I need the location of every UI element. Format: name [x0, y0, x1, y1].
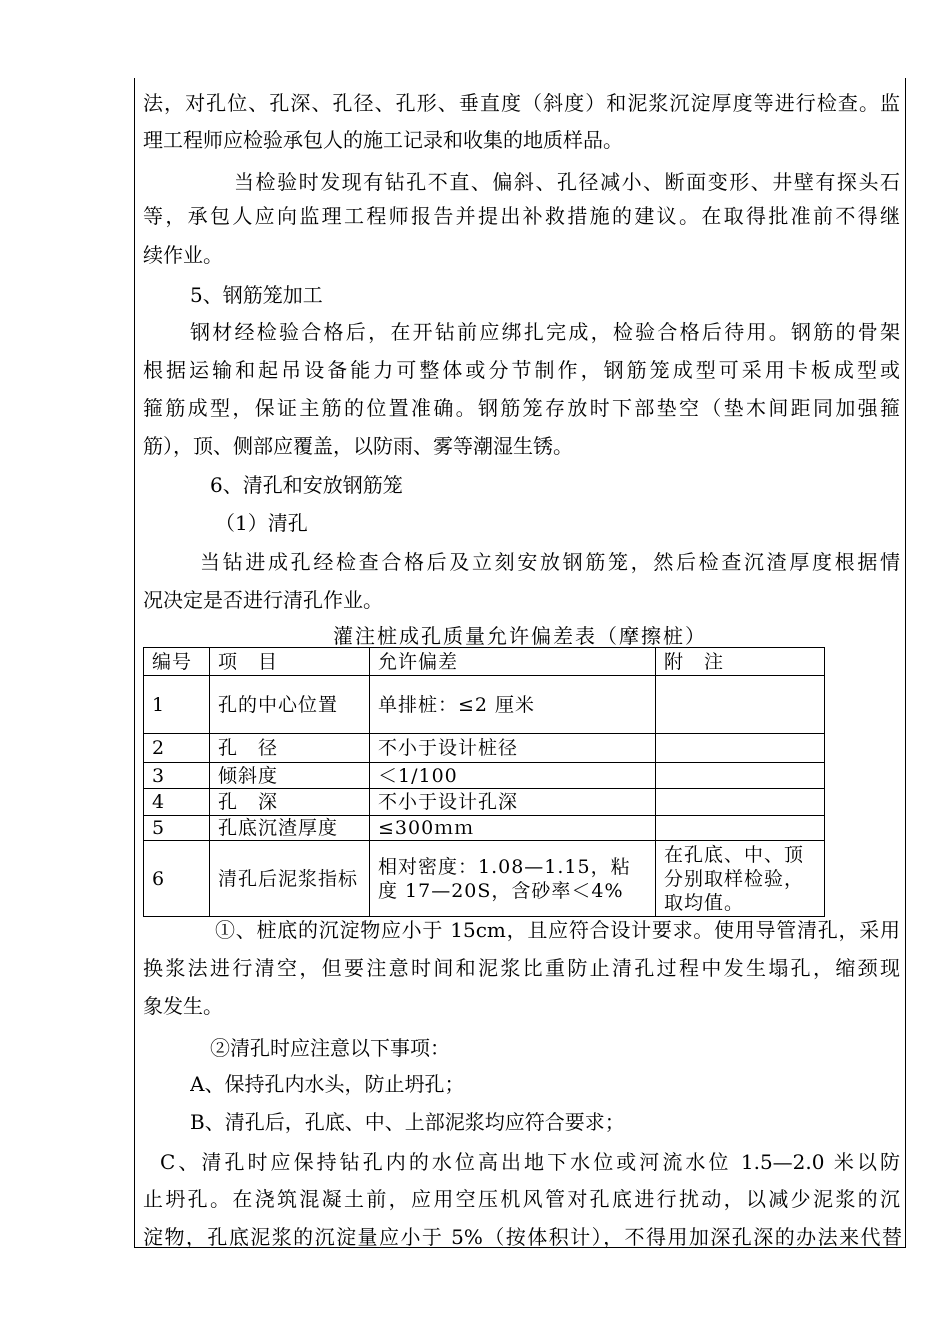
table-cell-no: 3	[144, 763, 210, 789]
table-cell-tolerance: 单排桩：≤2 厘米	[370, 676, 656, 734]
tolerance-table	[143, 647, 825, 917]
body-text-line: 等，承包人应向监理工程师报告并提出补救措施的建议。在取得批准前不得继	[143, 204, 900, 228]
body-text-line: 当检验时发现有钻孔不直、偏斜、孔径减小、断面变形、井壁有探头石	[234, 170, 900, 194]
table-cell-note	[656, 789, 825, 816]
table-cell-note	[656, 676, 825, 734]
table-title: 灌注桩成孔质量允许偏差表（摩擦桩）	[333, 624, 707, 648]
table-cell-item: 孔底沉渣厚度	[210, 816, 370, 841]
body-text-line: ②清孔时应注意以下事项：	[210, 1036, 450, 1060]
table-cell-item: 清孔后泥浆指标	[210, 841, 370, 917]
table-cell-note	[656, 763, 825, 789]
table-cell-tolerance: ≤300ｍｍ	[370, 816, 656, 841]
table-header-cell: 项 目	[210, 648, 370, 676]
sub-heading: （1）清孔	[215, 511, 308, 535]
table-cell-no: 1	[144, 676, 210, 734]
body-text-line: 根据运输和起吊设备能力可整体或分节制作，钢筋笼成型可采用卡板成型或	[143, 358, 900, 382]
table-header-cell: 编号	[144, 648, 210, 676]
table-cell-no: 5	[144, 816, 210, 841]
table-row	[144, 841, 825, 917]
table-header-row	[144, 648, 825, 676]
table-header-cell: 附 注	[656, 648, 825, 676]
body-text-line: 法，对孔位、孔深、孔径、孔形、垂直度（斜度）和泥浆沉淀厚度等进行检查。监	[143, 91, 900, 115]
table-cell-tolerance: 不小于设计孔深	[370, 789, 656, 816]
body-text-line: 箍筋成型，保证主筋的位置准确。钢筋笼存放时下部垫空（垫木间距同加强箍	[143, 396, 900, 420]
table-header-cell: 允许偏差	[370, 648, 656, 676]
table-cell-no: 2	[144, 734, 210, 763]
table-cell-item: 孔的中心位置	[210, 676, 370, 734]
section-heading: 6、清孔和安放钢筋笼	[210, 473, 403, 497]
table-row	[144, 763, 825, 789]
body-text-line: 止坍孔。在浇筑混凝土前，应用空压机风管对孔底进行扰动，以减少泥浆的沉	[143, 1187, 900, 1211]
list-item: A、保持孔内水头，防止坍孔；	[190, 1072, 465, 1096]
list-item: C、清孔时应保持钻孔内的水位高出地下水位或河流水位 1.5—2.0 米以防	[160, 1150, 900, 1174]
table-row	[144, 734, 825, 763]
body-text-line: 换浆法进行清空，但要注意时间和泥浆比重防止清孔过程中发生塌孔，缩颈现	[143, 956, 900, 980]
body-text-line: 钢材经检验合格后，在开钻前应绑扎完成，检验合格后待用。钢筋的骨架	[190, 320, 900, 344]
body-text-line: 况决定是否进行清孔作业。	[143, 588, 383, 612]
table-cell-tolerance: 相对密度：1.08—1.15，粘度 17—20S，含砂率＜4%	[370, 841, 656, 917]
table-cell-item: 孔 深	[210, 789, 370, 816]
body-text-line: 理工程师应检验承包人的施工记录和收集的地质样品。	[143, 128, 623, 152]
body-text-line: 当钻进成孔经检查合格后及立刻安放钢筋笼，然后检查沉渣厚度根据情	[200, 550, 900, 574]
body-text-line: 象发生。	[143, 994, 223, 1018]
table-cell-item: 孔 径	[210, 734, 370, 763]
table-row	[144, 816, 825, 841]
table-row	[144, 789, 825, 816]
body-text-line: 续作业。	[143, 243, 223, 267]
table-cell-no: 6	[144, 841, 210, 917]
table-cell-tolerance: ＜1/100	[370, 763, 656, 789]
body-text-line: 淀物，孔底泥浆的沉淀量应小于 5%（按体积计），不得用加深孔深的办法来代替	[143, 1225, 902, 1249]
table-cell-item: 倾斜度	[210, 763, 370, 789]
table-cell-tolerance: 不小于设计桩径	[370, 734, 656, 763]
table-row	[144, 676, 825, 734]
table-cell-note: 在孔底、中、顶分别取样检验，取均值。	[656, 841, 825, 917]
table-cell-no: 4	[144, 789, 210, 816]
section-heading: 5、钢筋笼加工	[190, 283, 323, 307]
body-text-line: ①、桩底的沉淀物应小于 15cm，且应符合设计要求。使用导管清孔，采用	[215, 918, 900, 942]
body-text-line: 筋），顶、侧部应覆盖，以防雨、雾等潮湿生锈。	[143, 434, 573, 458]
table-cell-note	[656, 734, 825, 763]
list-item: B、清孔后，孔底、中、上部泥浆均应符合要求；	[190, 1110, 625, 1134]
table-cell-note	[656, 816, 825, 841]
